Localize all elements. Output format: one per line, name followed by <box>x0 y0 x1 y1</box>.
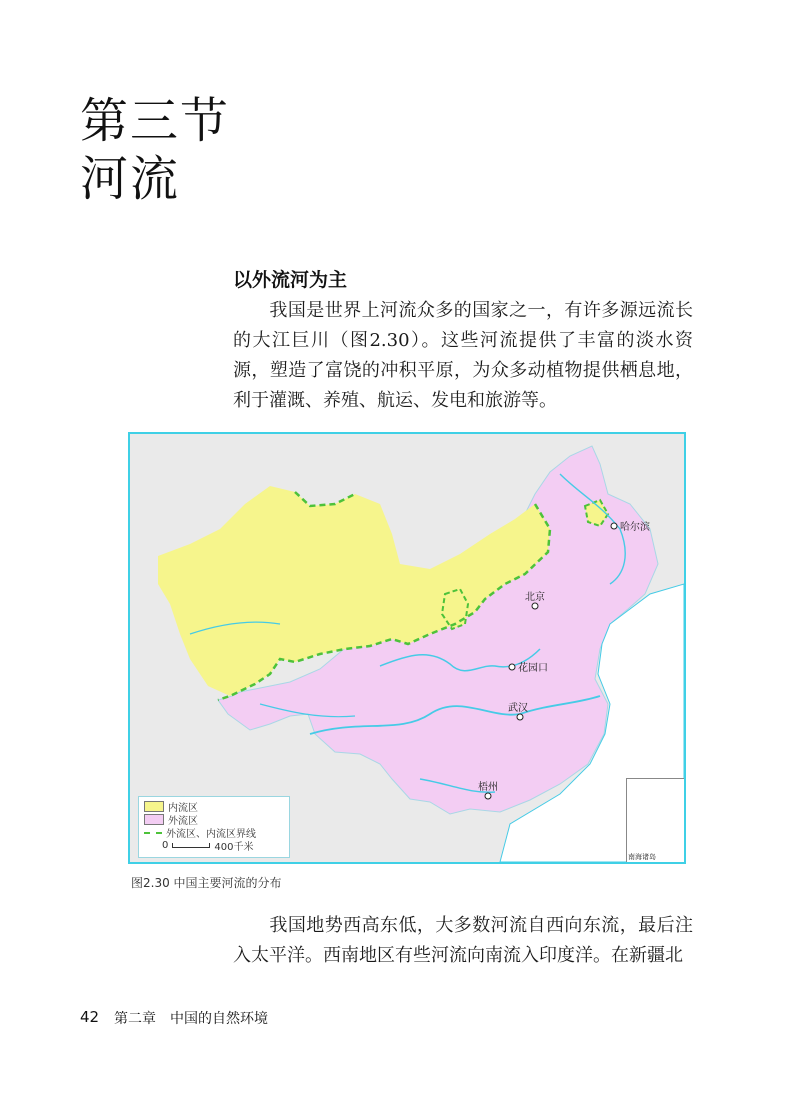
south-china-sea-inset <box>626 778 685 863</box>
scale-line <box>172 843 210 848</box>
city-label-huayuankou: 花园口 <box>518 663 548 674</box>
scale-bar <box>144 839 284 852</box>
river-map <box>128 432 686 864</box>
city-label-wuzhou: 梧州 <box>478 782 498 793</box>
city-label-beijing: 北京 <box>525 592 545 603</box>
legend-inner <box>144 800 284 813</box>
footer-chapter: 第二章 中国的自然环境 <box>114 1011 268 1027</box>
legend-inner-label: 内流区 <box>168 803 198 814</box>
page-number: 42 <box>80 1008 100 1026</box>
inset-label: 南海诸岛 <box>628 853 656 861</box>
section-title: 河流 <box>80 151 181 207</box>
inner-swatch <box>144 801 164 812</box>
outer-swatch <box>144 814 164 825</box>
map-legend <box>138 796 290 858</box>
legend-outer-label: 外流区 <box>168 816 198 827</box>
paragraph-1-text: 我国是世界上河流众多的国家之一，有许多源远流长的大江巨川（图2.30）。这些河流提供了丰富的淡水资源，塑造了富饶的冲积平原，为众多动植物提供栖息地，利于灌溉、养殖、航运、发电和旅游等。 <box>233 300 693 411</box>
city-label-harbin: 哈尔滨 <box>620 522 650 533</box>
section-number: 第三节 <box>80 93 231 149</box>
paragraph-2 <box>233 911 693 971</box>
section-heading: 以外流河为主 <box>233 269 348 291</box>
paragraph-1 <box>233 296 693 416</box>
city-label-wuhan: 武汉 <box>508 703 528 714</box>
chapter-title <box>80 92 230 208</box>
figure-caption: 图2.30 中国主要河流的分布 <box>131 876 282 890</box>
legend-boundary-label: 外流区、内流区界线 <box>166 829 256 840</box>
boundary-swatch <box>144 832 162 834</box>
paragraph-2-text: 我国地势西高东低，大多数河流自西向东流，最后注入太平洋。西南地区有些河流向南流入印度洋。在新疆北 <box>233 915 693 966</box>
scale-end: 400千米 <box>214 842 254 853</box>
scale-start: 0 <box>162 840 169 851</box>
